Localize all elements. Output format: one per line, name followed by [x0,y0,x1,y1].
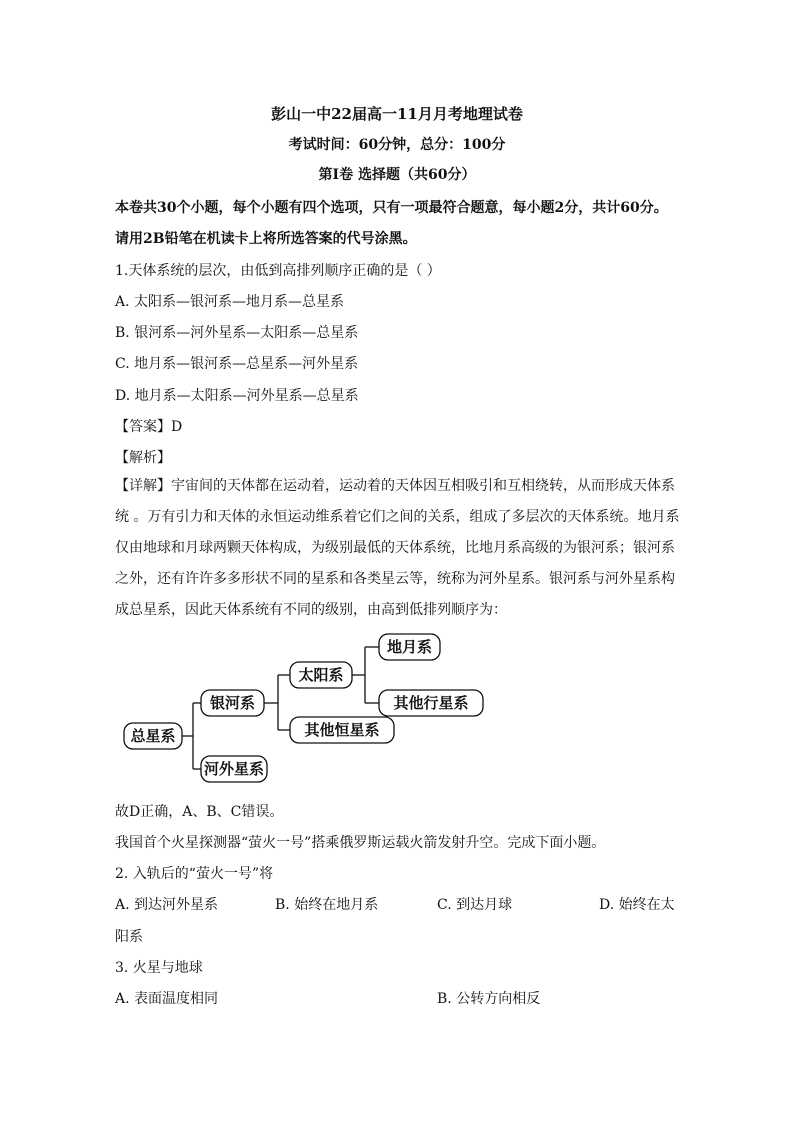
question-2-option-b: B. 始终在地月系 [275,897,379,913]
detail-line: 成总星系，因此天体系统有不同的级别，由高到低排列顺序为： [115,602,507,618]
exam-info: 考试时间：60分钟，总分：100分 [288,137,506,153]
section-heading: 第Ⅰ卷 选择题（共60分） [318,167,476,183]
node-other-planet-systems: 其他行星系 [393,694,469,712]
node-extragalactic: 河外星系 [203,760,265,778]
conclusion: 故D正确，A、B、C错误。 [115,804,284,820]
node-solar-system: 太阳系 [298,666,344,684]
detail-line: 仅由地球和月球两颗天体构成，为级别最低的天体系统，比地月系高级的为银河系；银河系 [115,540,675,556]
question-1-option-a: A. 太阳系—银河系—地月系—总星系 [115,294,345,310]
question-2-option-c: C. 到达月球 [437,897,513,913]
question-2-option-a: A. 到达河外星系 [115,897,219,913]
question-1-option-b: B. 银河系—河外星系—太阳系—总星系 [115,325,359,341]
question-3-option-a: A. 表面温度相同 [115,991,219,1007]
question-2-option-d: D. 始终在太 [599,897,675,913]
question-3-option-b: B. 公转方向相反 [437,991,541,1007]
analysis-label: 【解析】 [115,450,171,466]
question-1-option-c: C. 地月系—银河系—总星系—河外星系 [115,356,359,372]
question-3-stem: 3. 火星与地球 [115,960,203,976]
exam-title: 彭山一中22届高一11月月考地理试卷 [271,105,523,123]
detail-line: 统 。万有引力和天体的永恒运动维系着它们之间的关系，组成了多层次的天体系统。地月系 [115,509,680,525]
detail-line: 【详解】宇宙间的天体都在运动着，运动着的天体因互相吸引和互相绕转，从而形成天体系 [115,478,675,494]
node-total-galaxy: 总星系 [130,727,176,745]
node-milky-way: 银河系 [209,694,256,712]
question-1-option-d: D. 地月系—太阳系—河外星系—总星系 [115,388,359,404]
question-2-option-d-continued: 阳系 [115,929,143,945]
node-earth-moon: 地月系 [386,638,433,656]
passage: 我国首个火星探测器“萤火一号”搭乘俄罗斯运载火箭发射升空。完成下面小题。 [115,835,606,851]
celestial-system-diagram [118,633,490,788]
detail-line: 之外，还有许许多多形状不同的星系和各类星云等，统称为河外星系。银河系与河外星系构 [115,571,675,587]
instruction-line: 请用2B铅笔在机读卡上将所选答案的代号涂黑。 [115,231,417,247]
question-2-stem: 2. 入轨后的“萤火一号”将 [115,866,274,882]
answer-label: 【答案】D [115,419,183,435]
detail-paragraph [115,471,685,626]
node-other-star-systems: 其他恒星系 [304,721,380,739]
instruction-line: 本卷共30个小题，每个小题有四个选项，只有一项最符合题意，每小题2分，共计60分。 [115,200,668,216]
question-1-stem: 1.天体系统的层次，由低到高排列顺序正确的是（ ） [115,263,441,279]
